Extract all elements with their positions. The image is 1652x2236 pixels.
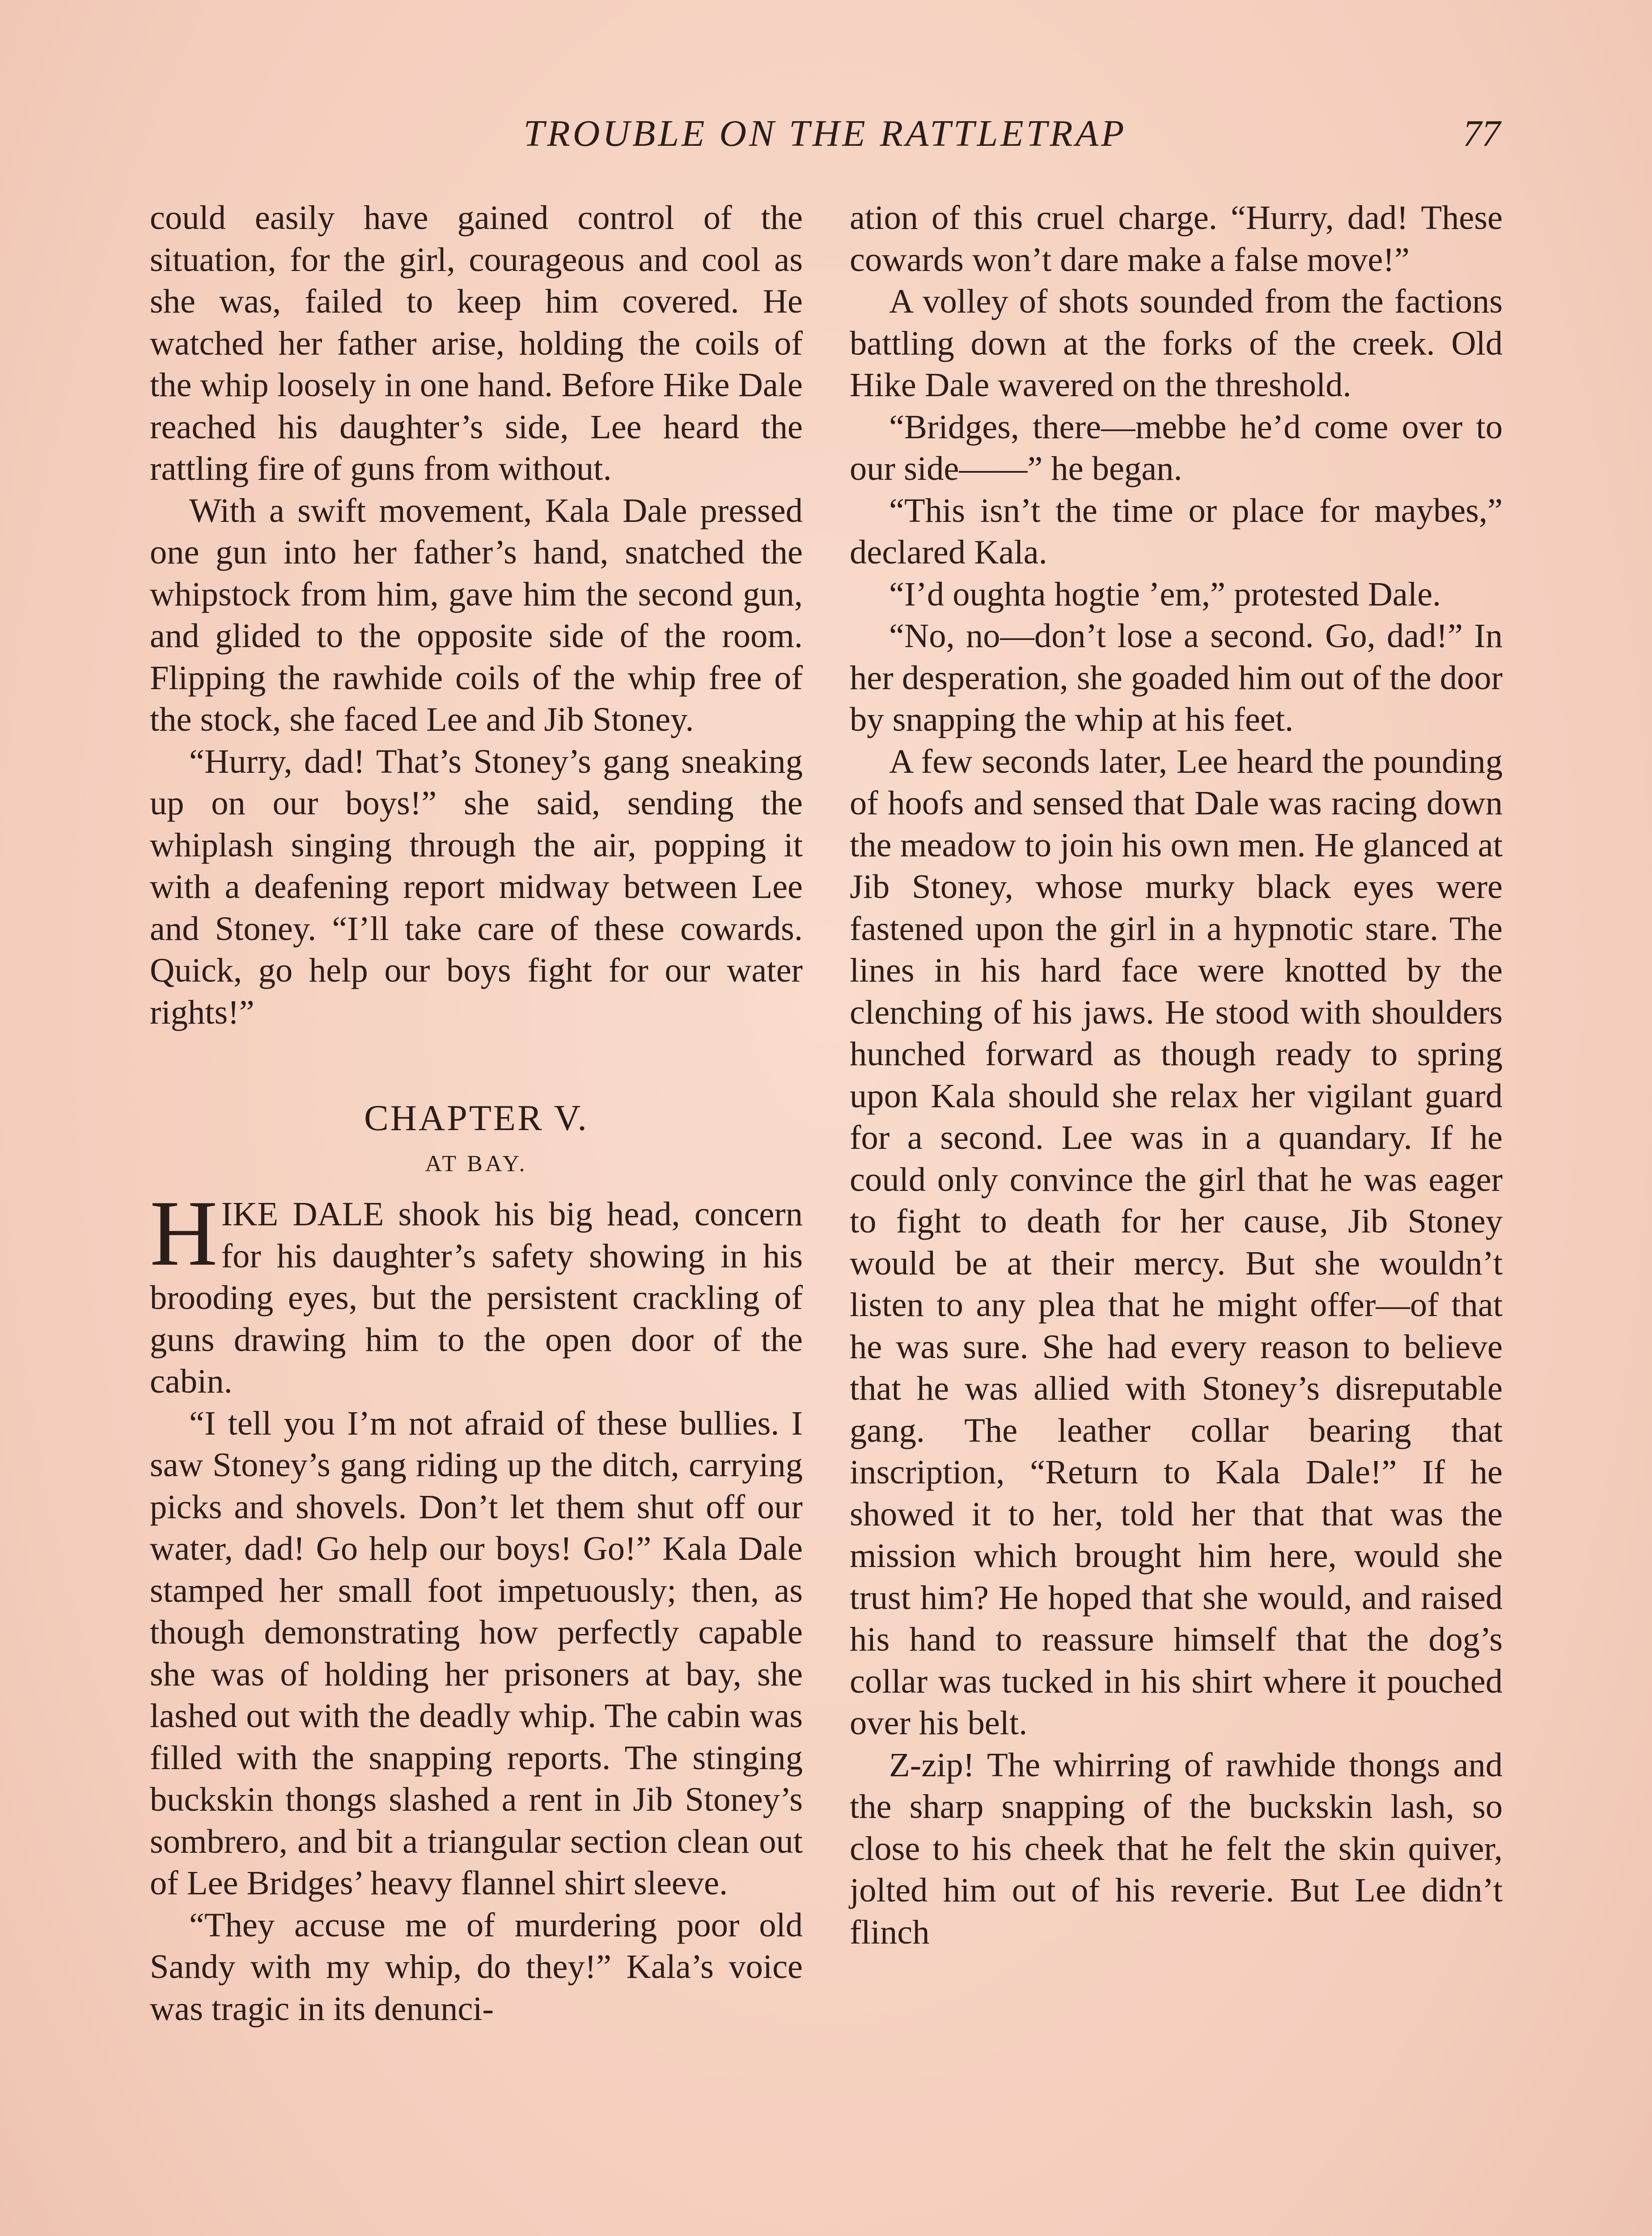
- chapter-opening-paragraph: [150, 1182, 803, 1402]
- running-head: TROUBLE ON THE RATTLETRAP: [523, 113, 1127, 154]
- paragraph: “This isn’t the time or place for maybes,” declared Kala.: [850, 491, 1503, 571]
- drop-cap: H: [150, 1182, 218, 1285]
- chapter-title: CHAPTER V.: [364, 1097, 589, 1138]
- paragraph: With a swift movement, Kala Dale pressed one gun into her father’s hand, snatched the whipstock from him, gave him the second gun, and glided to the opposite side of the room. Flipping the rawhide coils of the whip free of the stock, she faced Lee and Jib Stoney.: [150, 491, 803, 738]
- paragraph: “Hurry, dad! That’s Stoney’s gang sneaking up on our boys!” she said, sending the whiplash singing through the air, popping it with a deafening report midway between Lee and Stoney. “I’ll take care of these cowards. Quick, go help our boys fight for our water rights!”: [150, 742, 803, 1031]
- paragraph: “I tell you I’m not afraid of these bullies. I saw Stoney’s gang riding up the ditch, carrying picks and shovels. Don’t let them shut off our water, dad! Go help our boys! Go!” Kala Dale stamped her small foot impetuously; then, as though demonstrating how perfectly capable she was of holding her prisoners at bay, she lashed out with the deadly whip. The cabin was filled with the snapping reports. The stinging buckskin thongs slashed a rent in Jib Stoney’s sombrero, and bit a triangular section clean out of Lee Bridges’ heavy flannel shirt sleeve.: [150, 1404, 803, 1902]
- paragraph: Z-zip! The whirring of rawhide thongs and the sharp snapping of the buckskin lash, so close to his cheek that he felt the skin quiver, jolted him out of his reverie. But Lee didn’t flinch: [850, 1745, 1503, 1951]
- right-column: [850, 197, 1503, 1953]
- paragraph: ation of this cruel charge. “Hurry, dad! These cowards won’t dare make a false move!”: [850, 199, 1503, 279]
- paragraph: A volley of shots sounded from the factions battling down at the forks of the creek. Old Hike Dale wavered on the threshold.: [850, 282, 1503, 404]
- page-header: [150, 112, 1500, 161]
- paragraph: A few seconds later, Lee heard the pounding of hoofs and sensed that Dale was racing down the meadow to join his own men. He glanced at Jib Stoney, whose murky black eyes were fastened upon the girl in a hypnotic stare. The lines in his hard face were knotted by the clenching of his jaws. He stood with shoulders hunched forward as though ready to spring upon Kala should she relax her vigilant guard for a second. Lee was in a quandary. If he could only convince the girl that he was eager to fight to death for her cause, Jib Stoney would be at their mercy. But she wouldn’t listen to any plea that he might offer—of that he was sure. She had every reason to believe that he was allied with Stoney’s disreputable gang. The leather collar bearing that inscription, “Return to Kala Dale!” If he showed it to her, told her that that was the mission which brought him here, would she trust him? He hoped that she would, and raised his hand to reassure himself that the dog’s collar was tucked in his shirt where it pouched over his belt.: [850, 742, 1503, 1742]
- paragraph: “No, no—don’t lose a second. Go, dad!” In her desperation, she goaded him out of the door by snapping the whip at his feet.: [850, 617, 1503, 738]
- paragraph: “I’d oughta hogtie ’em,” protested Dale.: [889, 575, 1441, 613]
- paragraph: “They accuse me of murdering poor old Sandy with my whip, do they!” Kala’s voice was tragic in its denunci-: [150, 1906, 803, 2028]
- paragraph-text: IKE DALE shook his big head, concern for his daughter’s safety showing in his brooding eyes, but the persistent crackling of guns drawing him to the open door of the cabin.: [150, 1195, 803, 1400]
- page-number: 77: [1463, 113, 1500, 154]
- paragraph: could easily have gained control of the situation, for the girl, courageous and cool as she was, failed to keep him covered. He watched her father arise, holding the coils of the whip loosely in one hand. Before Hike Dale reached his daughter’s side, Lee heard the rattling fire of guns from without.: [150, 199, 803, 487]
- chapter-subtitle: AT BAY.: [425, 1151, 528, 1177]
- paragraph: “Bridges, there—mebbe he’d come over to our side——” he began.: [850, 407, 1503, 487]
- left-column: [150, 197, 803, 2029]
